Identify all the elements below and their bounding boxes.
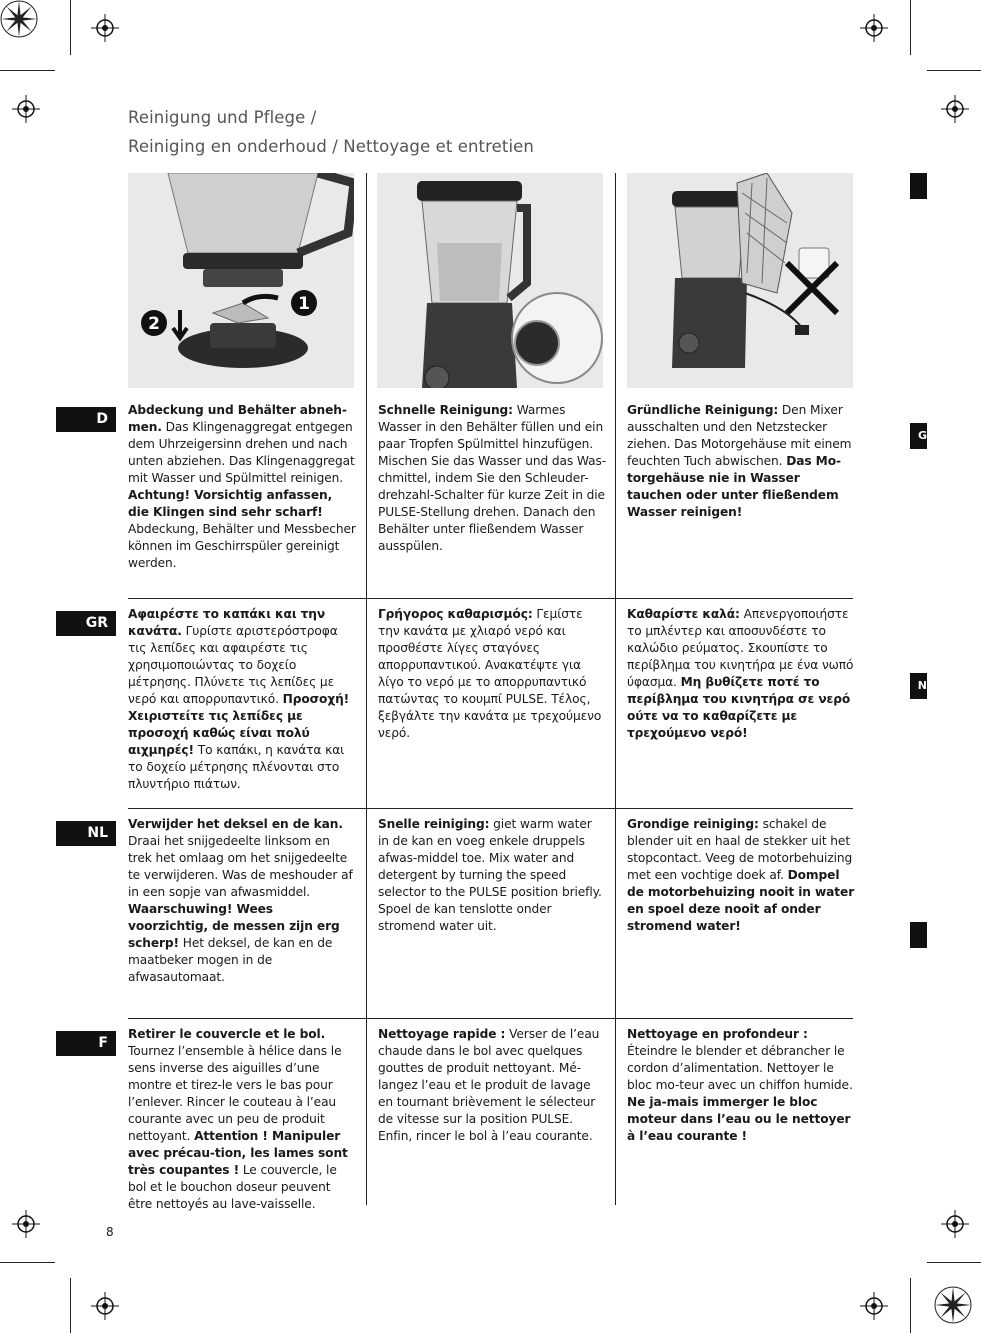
bold-text-run: Αφαιρέστε το καπάκι και την κανάτα. — [128, 607, 326, 638]
text-run: Tournez l’ensemble à hélice dans le sens inverse des aiguilles d’une montre et tirez-le vers le bas pour l’enlever. Rincer le couteau à l’eau courante avec un peu de produit nettoyant. — [128, 1044, 342, 1143]
row-divider — [128, 1018, 853, 1019]
row-divider — [128, 598, 853, 599]
text-run: Draai het snijgedeelte linksom en trek het omlaag om het snijgedeelte te verwijderen. Was de meshouder af in een sopje van afwasmiddel. — [128, 834, 353, 899]
registration-mark-icon — [12, 1210, 40, 1238]
text-run: schakel de blender uit en haal de stekker uit het stopcontact. Veeg de motorbehuizing met een vochtige doek af. — [627, 817, 853, 882]
bold-text-run: Προσοχή! Χειριστείτε τις λεπίδες με προσοχή καθώς είναι πολύ αιχμηρές! — [128, 692, 350, 757]
crop-mark — [927, 1262, 981, 1263]
bold-text-run: Gründliche Reinigung: — [627, 403, 779, 417]
text-run: Το καπάκι, η κανάτα και το δοχείο μέτρησης πλένονται στο πλυντήριο πιάτων. — [128, 743, 345, 791]
edge-tab — [910, 922, 927, 948]
text-run: Das Klingenaggregat entgegen dem Uhrzeigersinn drehen und nach unten abziehen. Das Klingenaggregat mit Wasser und Spülmittel reinigen. — [128, 420, 355, 485]
page-number: 8 — [106, 1225, 114, 1239]
bold-text-run: Das Mo-torgehäuse nie in Wasser tauchen oder unter fließendem Wasser reinigen! — [627, 454, 841, 519]
cell-gr-1 — [128, 606, 356, 793]
step-number-1: 1 — [298, 294, 310, 314]
crop-mark — [910, 0, 911, 55]
bold-text-run: Achtung! Vorsichtig anfassen, die Klingen sind sehr scharf! — [128, 488, 333, 519]
crop-mark — [0, 1262, 55, 1263]
text-run: Éteindre le blender et débrancher le cordon d’alimentation. Nettoyer le bloc mo-teur avec un chiffon humide. — [627, 1044, 853, 1092]
registration-mark-icon — [91, 14, 119, 42]
language-tag-de: D — [56, 407, 116, 432]
registration-mark-icon — [941, 95, 969, 123]
text-run: giet warm water in de kan en voeg enkele druppels afwas-middel toe. Mix water and detergent by turning the speed selector to the PULSE position briefly. Spoel de kan tenslotte onder stromend water uit. — [378, 817, 602, 933]
thorough-clean-illustration — [627, 173, 853, 388]
cell-fr-3 — [627, 1026, 855, 1145]
registration-mark-icon — [860, 14, 888, 42]
registration-mark-icon — [860, 1292, 888, 1320]
cell-gr-3 — [627, 606, 855, 742]
column-divider — [615, 173, 616, 1205]
edge-tab-g: G — [910, 423, 927, 449]
cell-fr-1 — [128, 1026, 356, 1213]
text-run: Γεμίστε την κανάτα με χλιαρό νερό και προσθέστε λίγες σταγόνες απορρυπαντικού. Ανακατέψτε για λίγο το νερό με το απορρυπαντικό πατώντας το κουμπί PULSE. Τέλος, ξεβγάλτε την κανάτα με τρεχούμενο νερό. — [378, 607, 602, 740]
text-run: Γυρίστε αριστερόστροφα τις λεπίδες και αφαιρέστε τις χρησιμοποιώντας το δοχείο μέτρησης. Πλύνετε τις λεπίδες με νερό και απορρυπαντικό. — [128, 624, 338, 706]
row-divider — [128, 808, 853, 809]
bold-text-run: Γρήγορος καθαρισμός: — [378, 607, 533, 621]
bold-text-run: Μη βυθίζετε ποτέ το περίβλημα του κινητήρα σε νερό ούτε να το καθαρίζετε με τρεχούμενο νερό! — [627, 675, 851, 740]
text-run: Le couvercle, le bol et le bouchon doseur peuvent être nettoyés au lave-vaisselle. — [128, 1163, 337, 1211]
edge-tab — [910, 173, 927, 199]
bold-text-run: Grondige reiniging: — [627, 817, 759, 831]
bold-text-run: Snelle reiniging: — [378, 817, 490, 831]
cell-de-1 — [128, 402, 356, 572]
crop-mark — [910, 1278, 911, 1333]
step-number-2: 2 — [148, 314, 160, 334]
registration-mark-icon — [12, 95, 40, 123]
star-target-icon — [934, 1286, 972, 1324]
bold-text-run: Attention ! Manipuler avec précau-tion, les lames sont très coupantes ! — [128, 1129, 348, 1177]
crop-mark — [70, 0, 71, 55]
cell-nl-1 — [128, 816, 356, 986]
bold-text-run: Schnelle Reinigung: — [378, 403, 513, 417]
bold-text-run: Ne ja-mais immerger le bloc moteur dans l’eau ou le nettoyer à l’eau courante ! — [627, 1095, 851, 1143]
bold-text-run: Dompel de motorbehuizing nooit in water en spoel deze nooit af onder stromend water! — [627, 868, 855, 933]
registration-mark-icon — [91, 1292, 119, 1320]
text-run: Απενεργοποιήστε το μπλέντερ και αποσυνδέστε το καλώδιο ρεύματος. Σκουπίστε το περίβλημα του κινητήρα με ένα νωπό ύφασμα. — [627, 607, 854, 689]
cell-nl-3 — [627, 816, 855, 935]
cell-de-2 — [378, 402, 606, 555]
column-divider — [366, 173, 367, 1205]
quick-clean-illustration — [377, 173, 603, 388]
text-run: Den Mixer ausschalten und den Netzstecker ziehen. Das Motorgehäuse mit einem feuchten Tuch abwischen. — [627, 403, 852, 468]
bold-text-run: Nettoyage en profondeur : — [627, 1027, 808, 1041]
page-title-line-1: Reinigung und Pflege / — [128, 108, 317, 127]
bold-text-run: Waarschuwing! Wees voorzichtig, de messen zijn erg scherp! — [128, 902, 340, 950]
bold-text-run: Καθαρίστε καλά: — [627, 607, 740, 621]
text-run: Warmes Wasser in den Behälter füllen und ein paar Tropfen Spülmittel hinzufügen. Mischen Sie das Wasser und das Was-chmittel, indem Sie den Schleuder-drehzahl-Schalter für kurze Zeit in die PULSE-Stellung drehen. Danach den Behälter unter fließendem Wasser ausspülen. — [378, 403, 606, 553]
cell-fr-2 — [378, 1026, 606, 1145]
star-target-icon — [0, 0, 38, 38]
edge-tab-n: N — [910, 673, 927, 699]
language-tag-fr: F — [56, 1031, 116, 1056]
crop-mark — [70, 1278, 71, 1333]
cell-de-3 — [627, 402, 855, 521]
cell-gr-2 — [378, 606, 606, 742]
bold-text-run: Abdeckung und Behälter abneh-men. — [128, 403, 347, 434]
bold-text-run: Retirer le couvercle et le bol. — [128, 1027, 326, 1041]
cell-nl-2 — [378, 816, 606, 935]
registration-mark-icon — [941, 1210, 969, 1238]
crop-mark — [0, 70, 55, 71]
bold-text-run: Verwijder het deksel en de kan. — [128, 817, 343, 831]
crop-mark — [927, 70, 981, 71]
bold-text-run: Nettoyage rapide : — [378, 1027, 506, 1041]
language-tag-nl: NL — [56, 821, 116, 846]
blade-removal-illustration — [128, 173, 354, 388]
page-title-line-2: Reiniging en onderhoud / Nettoyage et entretien — [128, 137, 534, 156]
text-run: Het deksel, de kan en de maatbeker mogen in de afwasautomaat. — [128, 936, 333, 984]
language-tag-gr: GR — [56, 611, 116, 636]
text-run: Verser de l’eau chaude dans le bol avec quelques gouttes de produit nettoyant. Mé-langez l’eau et le produit de lavage en tournant brièvement le sélecteur de vitesse sur la position PULSE. Enfin, rincer le bol à l’eau courante. — [378, 1027, 600, 1143]
text-run: Abdeckung, Behälter und Messbecher können im Geschirrspüler gereinigt werden. — [128, 522, 356, 570]
